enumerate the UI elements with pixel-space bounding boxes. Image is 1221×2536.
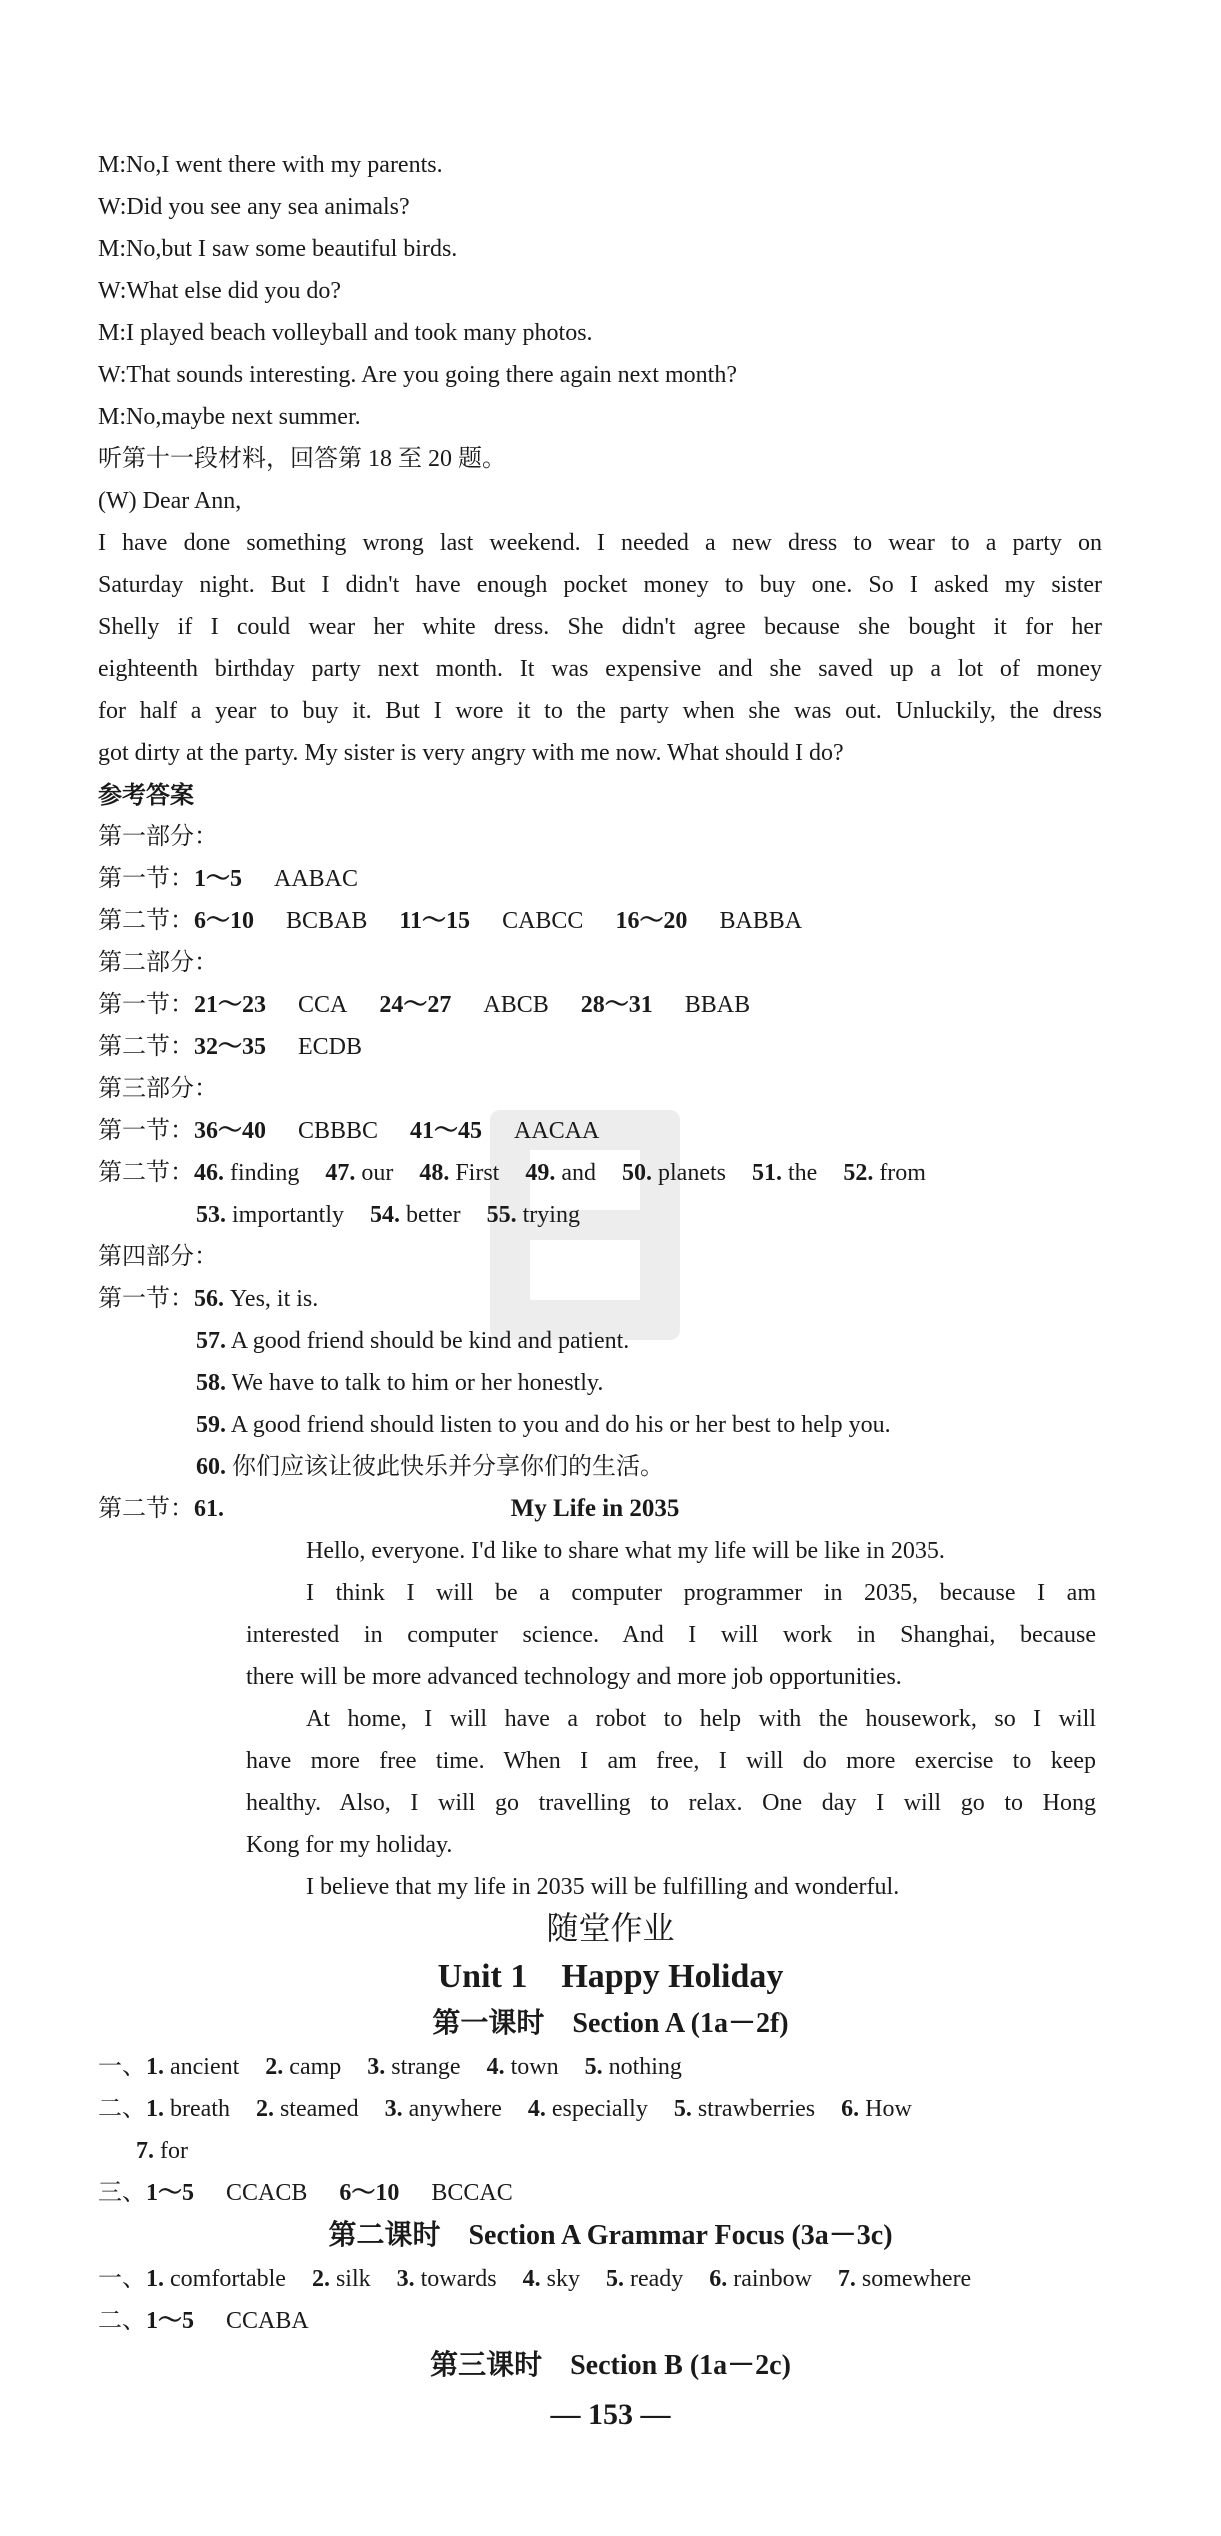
essay-line-9: I believe that my life in 2035 will be fulfilling and wonderful.	[306, 1874, 900, 1900]
part4-item-58	[196, 1368, 603, 1398]
answer-word: our	[361, 1160, 394, 1186]
dialogue-line-2: W:Did you see any sea animals?	[98, 194, 410, 220]
part1-section1	[98, 864, 358, 894]
answer-word: camp	[289, 2054, 342, 2080]
lesson2-q1	[98, 2264, 971, 2294]
item-number: 5.	[673, 2096, 692, 2122]
answer-range: 1～5	[146, 2180, 194, 2206]
section-label: 第二节：	[98, 1034, 194, 1060]
item-number: 55.	[486, 1202, 517, 1228]
part4-section2	[98, 1494, 224, 1524]
answer-word: the	[787, 1160, 818, 1186]
essay-line-6: have more free time. When I am free, I will do more exercise to keep	[246, 1748, 1096, 1774]
answer-range: 16～20	[615, 908, 688, 934]
lesson1-q1	[98, 2052, 682, 2082]
answer-key: BBAB	[684, 992, 751, 1018]
dialogue-line-4: W:What else did you do?	[98, 278, 342, 304]
section-label: 第一节：	[98, 866, 194, 892]
item-number: 46.	[194, 1160, 224, 1186]
item-number: 5.	[605, 2266, 624, 2292]
lesson3-title: 第三课时 Section B (1a－2c)	[430, 2350, 791, 2381]
essay-line-4: there will be more advanced technology and more job opportunities.	[246, 1664, 902, 1690]
answer-key: CCACB	[226, 2180, 308, 2206]
item-number: 5.	[584, 2054, 603, 2080]
item-number: 2.	[311, 2266, 330, 2292]
letter-line-2: Saturday night. But I didn't have enough pocket money to buy one. So I asked my sister	[98, 572, 1102, 598]
part2-section2	[98, 1032, 362, 1062]
item-number: 48.	[419, 1160, 450, 1186]
answer-word: from	[879, 1160, 926, 1186]
answer-word: importantly	[232, 1202, 344, 1228]
part2-label: 第二部分：	[98, 950, 218, 976]
answer-sentence: 你们应该让彼此快乐并分享你们的生活。	[232, 1454, 664, 1480]
item-number: 1.	[146, 2266, 164, 2292]
answer-range: 1～5	[194, 866, 242, 892]
item-number: 53.	[196, 1202, 226, 1228]
lesson2-q2	[98, 2306, 309, 2336]
item-number: 50.	[622, 1160, 652, 1186]
item-number: 6.	[709, 2266, 728, 2292]
item-number: 49.	[525, 1160, 556, 1186]
item-number: 47.	[325, 1160, 356, 1186]
item-number: 1.	[146, 2096, 164, 2122]
section-label: 第一节：	[98, 1286, 194, 1312]
part4-item-57	[196, 1326, 629, 1356]
answer-key: BCBAB	[286, 908, 368, 934]
answer-key: ABCB	[483, 992, 549, 1018]
answer-word: towards	[420, 2266, 497, 2292]
essay-line-5: At home, I will have a robot to help with the housework, so I will	[306, 1706, 1096, 1732]
part1-section2	[98, 906, 802, 936]
answer-word: planets	[658, 1160, 726, 1186]
question-label: 二、	[98, 2308, 146, 2334]
answer-word: nothing	[608, 2054, 682, 2080]
letter-line-1: I have done something wrong last weekend. I needed a new dress to wear to a party on	[98, 530, 1102, 556]
dialogue-line-6: W:That sounds interesting. Are you going there again next month?	[98, 362, 737, 388]
answer-sentence: A good friend should be kind and patient.	[230, 1328, 630, 1354]
item-number: 6.	[841, 2096, 860, 2122]
part1-label: 第一部分：	[98, 824, 218, 850]
essay-title: My Life in 2035	[510, 1495, 680, 1522]
item-number: 7.	[136, 2138, 154, 2164]
answer-word: and	[561, 1160, 596, 1186]
item-number: 3.	[396, 2266, 415, 2292]
answer-range: 21～23	[194, 992, 266, 1018]
answer-word: trying	[522, 1202, 580, 1228]
answer-word: strawberries	[697, 2096, 816, 2122]
homework-title: 随堂作业	[546, 1909, 675, 1947]
answer-word: sky	[546, 2266, 580, 2292]
section-label: 第一节：	[98, 992, 194, 1018]
part3-section1	[98, 1116, 599, 1146]
essay-line-3: interested in computer science. And I will work in Shanghai, because	[246, 1622, 1096, 1648]
part3-section2-row1	[98, 1158, 926, 1188]
answer-sentence: We have to talk to him or her honestly.	[231, 1370, 604, 1396]
letter-line-6: got dirty at the party. My sister is very angry with me now. What should I do?	[98, 740, 844, 766]
answer-word: ancient	[170, 2054, 240, 2080]
answer-range: 11～15	[399, 908, 471, 934]
answer-range: 41～45	[410, 1118, 483, 1144]
answer-range: 6～10	[194, 908, 254, 934]
answer-key: CCA	[298, 992, 348, 1018]
question-label: 二、	[98, 2096, 146, 2122]
item-number: 2.	[255, 2096, 274, 2122]
lesson1-q2-cont	[136, 2136, 188, 2166]
essay-line-7: healthy. Also, I will go travelling to relax. One day I will go to Hong	[246, 1790, 1096, 1816]
answer-key: BCCAC	[431, 2180, 513, 2206]
answer-word: How	[865, 2096, 912, 2122]
answer-word: breath	[170, 2096, 230, 2122]
answer-key: ECDB	[298, 1034, 363, 1060]
answer-word: somewhere	[861, 2266, 972, 2292]
answer-key: CABCC	[502, 908, 584, 934]
section-label: 第二节：	[98, 1160, 194, 1186]
dialogue-line-1: M:No,I went there with my parents.	[98, 152, 443, 178]
answer-word: better	[405, 1202, 461, 1228]
dialogue-line-5: M:I played beach volleyball and took many photos.	[98, 320, 593, 346]
item-number: 7.	[837, 2266, 856, 2292]
question-label: 一、	[98, 2054, 146, 2080]
item-number: 4.	[527, 2096, 546, 2122]
answer-range: 1～5	[146, 2308, 194, 2334]
item-number: 1.	[146, 2054, 164, 2080]
item-number: 4.	[522, 2266, 541, 2292]
item-number: 60.	[196, 1454, 226, 1480]
answer-range: 28～31	[580, 992, 653, 1018]
lesson1-q2	[98, 2094, 912, 2124]
answer-key: CCABA	[226, 2308, 309, 2334]
item-number: 3.	[367, 2054, 386, 2080]
answer-range: 6～10	[339, 2180, 400, 2206]
dialogue-line-7: M:No,maybe next summer.	[98, 404, 361, 430]
answer-word: finding	[230, 1160, 300, 1186]
item-number: 54.	[369, 1202, 400, 1228]
letter-salutation: (W) Dear Ann,	[98, 488, 242, 514]
answer-sentence: A good friend should listen to you and do his or her best to help you.	[230, 1412, 891, 1438]
essay-line-2: I think I will be a computer programmer in 2035, because I am	[306, 1580, 1096, 1606]
answer-range: 24～27	[379, 992, 452, 1018]
letter-line-4: eighteenth birthday party next month. It was expensive and she saved up a lot of money	[98, 656, 1102, 682]
lesson1-q3	[98, 2178, 513, 2208]
letter-line-5: for half a year to buy it. But I wore it to the party when she was out. Unluckily, the dress	[98, 698, 1102, 724]
part2-section1	[98, 990, 750, 1020]
dialogue-line-3: M:No,but I saw some beautiful birds.	[98, 236, 458, 262]
answer-key: AABAC	[274, 866, 359, 892]
item-number: 56.	[194, 1286, 224, 1312]
answer-word: steamed	[279, 2096, 359, 2122]
part4-label: 第四部分：	[98, 1244, 218, 1270]
answer-word: First	[455, 1160, 500, 1186]
answer-word: for	[160, 2138, 188, 2164]
answer-sentence: Yes, it is.	[230, 1286, 319, 1312]
item-number: 3.	[384, 2096, 403, 2122]
unit-title: Unit 1 Happy Holiday	[437, 1958, 784, 1995]
essay-line-1: Hello, everyone. I'd like to share what my life will be like in 2035.	[306, 1538, 945, 1564]
lesson2-title: 第二课时 Section A Grammar Focus (3a－3c)	[328, 2220, 893, 2251]
section-label: 第二节：	[98, 1496, 194, 1522]
item-number: 52.	[843, 1160, 874, 1186]
part3-section2-row2	[196, 1200, 580, 1230]
answer-range: 36～40	[194, 1118, 266, 1144]
answer-range: 32～35	[194, 1034, 266, 1060]
answer-word: ready	[629, 2266, 684, 2292]
answer-word: rainbow	[733, 2266, 812, 2292]
letter-line-3: Shelly if I could wear her white dress. She didn't agree because she bought it for her	[98, 614, 1102, 640]
item-number: 2.	[265, 2054, 284, 2080]
answer-word: silk	[335, 2266, 371, 2292]
section-label: 第一节：	[98, 1118, 194, 1144]
part4-item-56	[98, 1284, 318, 1314]
question-label: 一、	[98, 2266, 146, 2292]
item-number: 51.	[751, 1160, 782, 1186]
answer-word: anywhere	[408, 2096, 502, 2122]
item-number: 4.	[486, 2054, 505, 2080]
item-number: 61.	[194, 1496, 224, 1522]
question-label: 三、	[98, 2180, 146, 2206]
answer-key: AACAA	[514, 1118, 600, 1144]
item-number: 57.	[196, 1328, 226, 1354]
item-number: 59.	[196, 1412, 226, 1438]
part4-item-60	[196, 1452, 664, 1482]
answer-word: strange	[391, 2054, 461, 2080]
segment-11-instruction: 听第十一段材料，回答第 18 至 20 题。	[98, 446, 506, 472]
answer-key: BABBA	[719, 908, 803, 934]
answers-title: 参考答案	[98, 781, 194, 809]
lesson1-title: 第一课时 Section A (1a－2f)	[432, 2008, 789, 2039]
part4-item-59	[196, 1410, 891, 1440]
answer-word: especially	[551, 2096, 648, 2122]
item-number: 58.	[196, 1370, 226, 1396]
essay-line-8: Kong for my holiday.	[246, 1832, 453, 1858]
answer-word: comfortable	[170, 2266, 286, 2292]
answer-key: CBBBC	[298, 1118, 379, 1144]
section-label: 第二节：	[98, 908, 194, 934]
page-number: — 153 —	[550, 2398, 671, 2431]
answer-word: town	[510, 2054, 559, 2080]
part3-label: 第三部分：	[98, 1076, 218, 1102]
